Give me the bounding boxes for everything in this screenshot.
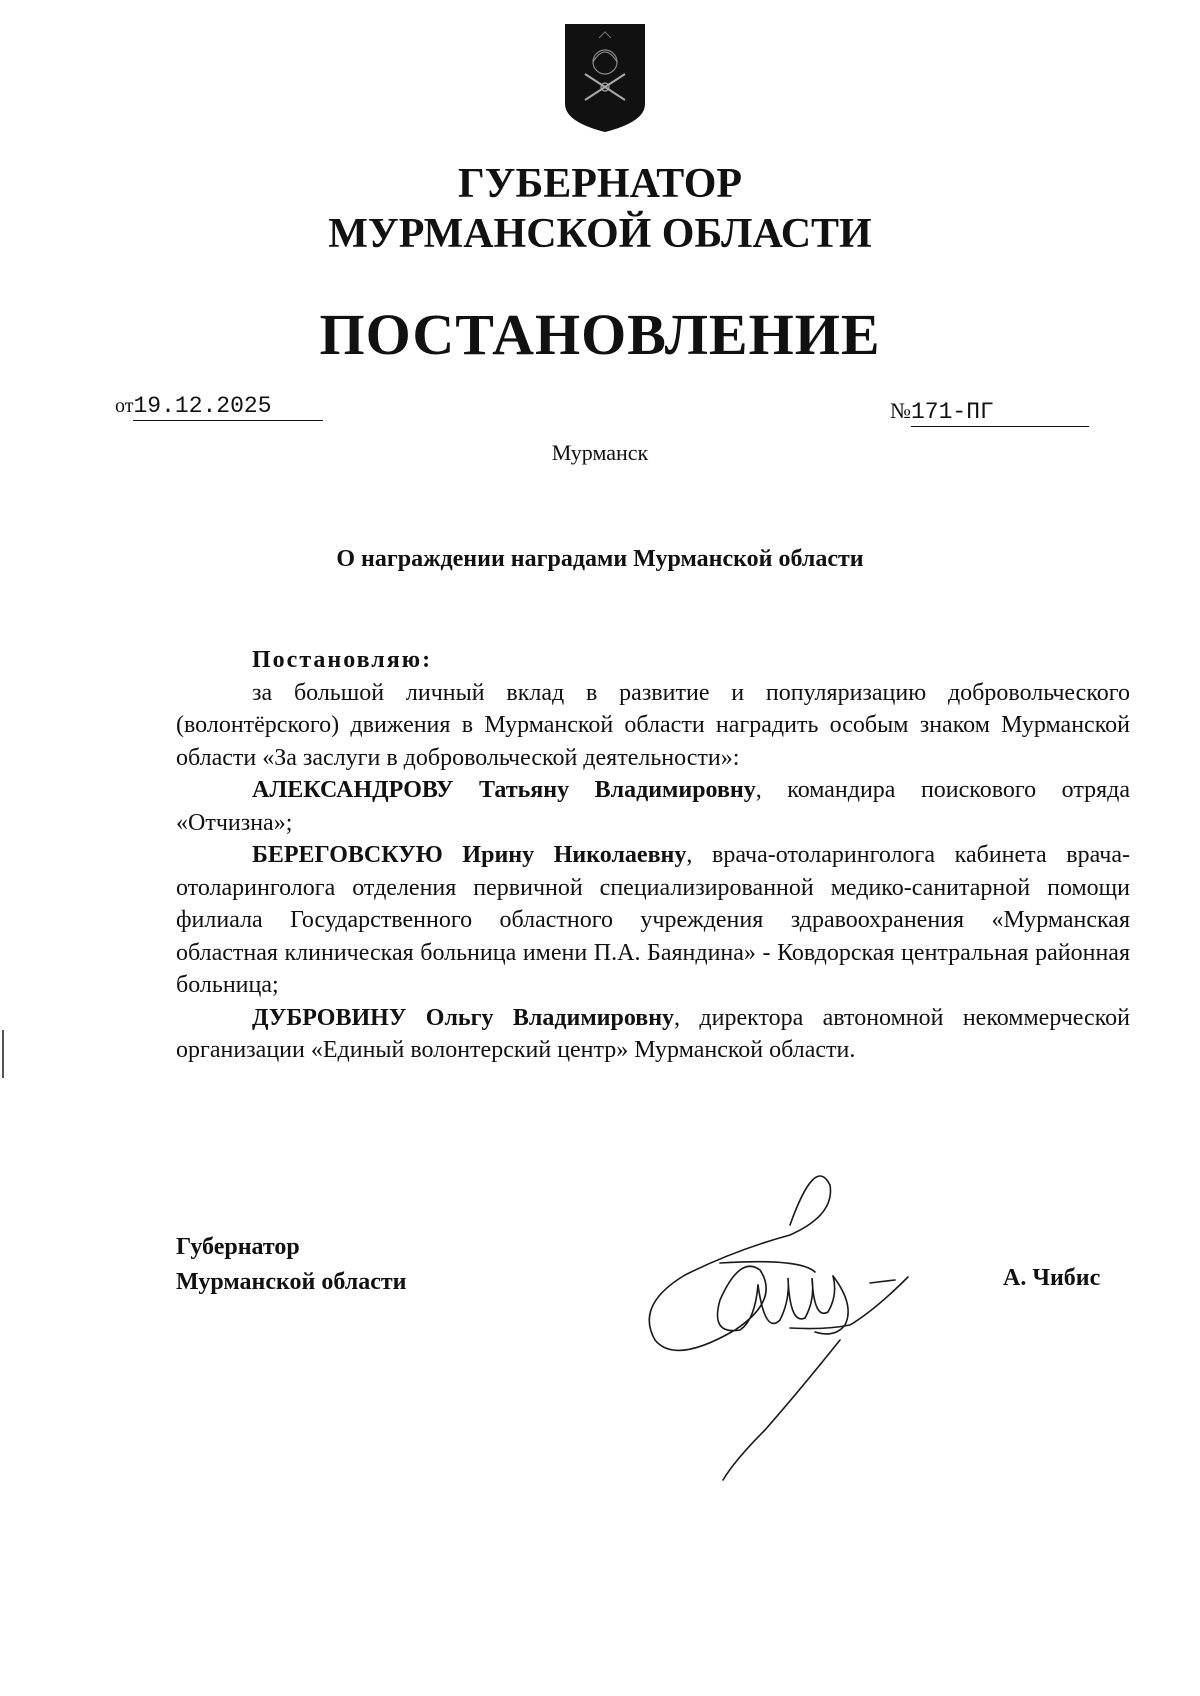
signer-title-line1: Губернатор bbox=[176, 1234, 300, 1260]
region-title: МУРМАНСКОЙ ОБЛАСТИ bbox=[328, 211, 872, 257]
date-prefix: от bbox=[115, 395, 134, 417]
awardee-position: , командира поискового отряда «Отчизна»; bbox=[176, 777, 1131, 836]
awardee-name: БЕРЕГОВСКУЮ Ирину Николаевну bbox=[252, 842, 687, 868]
number-value: 171-ПГ bbox=[911, 399, 994, 425]
document-subject: О награждении наградами Мурманской области bbox=[336, 546, 864, 572]
awardee-paragraph bbox=[176, 839, 1130, 1002]
intro-paragraph: за большой личный вклад в развитие и популяризацию добровольческого (волонтёрского) движения в Мурманской области наградить особым знаком Мурманской области «За заслуги в добровольческой деятельности»: bbox=[176, 679, 1130, 771]
signer-title bbox=[176, 1230, 406, 1300]
document-type: ПОСТАНОВЛЕНИЕ bbox=[319, 302, 881, 367]
awardee-position: , врача-отоларинголога кабинета врача-отоларинголога отделения первичной специализированной медико-санитарной помощи филиала Государственного областного учреждения здравоохранения «Мурманская областная клиническая больница имени П.А. Баяндина» - Ковдорская центральная районная больница; bbox=[176, 842, 1130, 998]
signer-name: А. Чибис bbox=[1003, 1265, 1101, 1291]
awardee-name: ДУБРОВИНУ Ольгу Владимировну bbox=[252, 1004, 675, 1031]
awardee-paragraph bbox=[176, 1002, 1130, 1067]
number-field bbox=[911, 398, 1089, 427]
awardee-paragraph bbox=[176, 774, 1130, 839]
number-prefix: № bbox=[890, 398, 911, 423]
decree-paragraph bbox=[176, 644, 1130, 677]
governor-title: ГУБЕРНАТОР bbox=[457, 161, 743, 207]
awardee-position: , директора автономной некоммерческой организации «Единый волонтерский центр» Мурманской области. bbox=[176, 1004, 1130, 1063]
date-field bbox=[133, 393, 323, 421]
decree-word: Постановляю: bbox=[252, 647, 433, 673]
number-line bbox=[890, 398, 1089, 427]
date-value: 19.12.2025 bbox=[133, 393, 272, 419]
date-line bbox=[115, 393, 323, 421]
coat-of-arms-emblem bbox=[563, 22, 647, 134]
handwritten-signature bbox=[640, 1160, 950, 1490]
signer-title-line2: Мурманской области bbox=[176, 1269, 407, 1295]
document-body bbox=[176, 644, 1130, 1067]
awardee-name: АЛЕКСАНДРОВУ Татьяну Владимировну bbox=[252, 777, 756, 803]
city-name: Мурманск bbox=[551, 440, 649, 465]
scan-margin-mark bbox=[2, 1030, 4, 1078]
